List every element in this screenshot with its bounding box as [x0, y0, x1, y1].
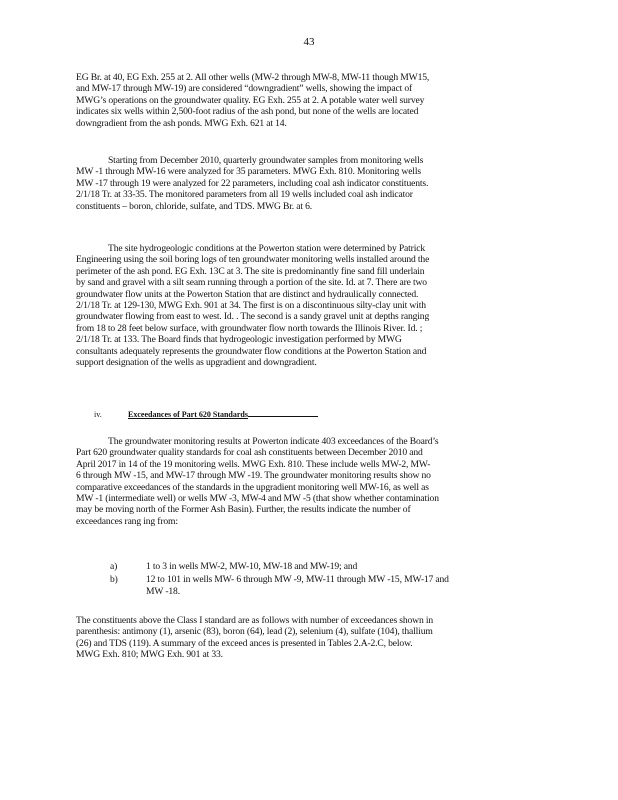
list-marker: a) — [110, 561, 118, 572]
paragraph-constituents — [76, 615, 546, 661]
text-line: parenthesis: antimony (1), arsenic (83), boron (64), lead (2), selenium (4), sulfate (104), thallium — [76, 626, 433, 638]
text-line: MW -18. — [146, 585, 180, 597]
section-heading — [94, 410, 318, 419]
list-item — [110, 574, 550, 597]
text-line: indicates six wells within 2,500-foot radius of the ash pond, but none of the wells are located — [76, 106, 419, 118]
text-line: may be moving north of the Former Ash Basin). Further, the results indicate the number of — [76, 504, 411, 516]
text-line: consultants adequately represents the groundwater flow conditions at the Powerton Station and — [76, 345, 427, 357]
list-marker: b) — [110, 574, 118, 586]
text-line: (26) and TDS (119). A summary of the exceed ances is presented in Tables 2.A-2.C, below. — [76, 637, 413, 649]
page-number: 43 — [303, 36, 315, 48]
text-line: MWG Exh. 810; MWG Exh. 901 at 33. — [76, 649, 223, 661]
text-line: April 2017 in 14 of the 19 monitoring wells. MWG Exh. 810. These include wells MW-2, MW- — [76, 458, 431, 470]
text-line: MWG’s operations on the groundwater quality. EG Exh. 255 at 2. A potable water well survey — [76, 94, 425, 106]
section-number: iv. — [94, 410, 102, 419]
text-line: 1 to 3 in wells MW-2, MW-10, MW-18 and MW-19; and — [146, 561, 358, 572]
text-line: perimeter of the ash pond. EG Exh. 13C at 3. The site is predominantly fine sand fill underlain — [76, 265, 425, 277]
text-line: Engineering using the soil boring logs of ten groundwater monitoring wells installed around the — [76, 254, 430, 266]
text-line: The site hydrogeologic conditions at the Powerton station were determined by Patrick — [108, 243, 425, 254]
paragraph-quarterly-sampling — [76, 155, 546, 212]
paragraph-well-designation — [76, 72, 546, 129]
text-line: Part 620 groundwater quality standards for coal ash constituents between December 2010 and — [76, 447, 423, 459]
section-title: Exceedances of Part 620 Standards — [128, 410, 248, 419]
text-line: MW -1 through MW-16 were analyzed for 35 parameters. MWG Exh. 810. Monitoring wells — [76, 166, 421, 178]
paragraph-exceedances — [76, 436, 546, 527]
text-line: support designation of the wells as upgradient and downgradient. — [76, 357, 317, 369]
text-line: 2/1/18 Tr. at 33-35. The monitored parameters from all 19 wells included coal ash indicator — [76, 189, 413, 201]
text-line: 2/1/18 Tr. at 129-130, MWG Exh. 901 at 34. The first is on a discontinuous silty-clay unit with — [76, 300, 426, 312]
text-line: exceedances rang ing from: — [76, 515, 178, 527]
text-line: groundwater flow units at the Powerton Station that are distinct and hydraulically connected. — [76, 288, 419, 300]
text-line: 6 through MW -15, and MW-17 through MW -19. The groundwater monitoring results show no — [76, 470, 431, 482]
text-line: from 18 to 28 feet below surface, with groundwater flow north towards the Illinois River. Id. ; — [76, 322, 423, 334]
text-line: MW -17 through 19 were analyzed for 22 parameters, including coal ash indicator constituents. — [76, 177, 429, 189]
text-line: The groundwater monitoring results at Powerton indicate 403 exceedances of the Board’s — [108, 436, 439, 447]
text-line: 2/1/18 Tr. at 133. The Board finds that hydrogeologic investigation performed by MWG — [76, 334, 402, 346]
exceedance-range-list — [110, 561, 550, 599]
text-line: MW -1 (intermediate well) or wells MW -3, MW-4 and MW -5 (that show whether contamination — [76, 493, 439, 505]
text-line: groundwater flowing from east to west. Id. . The second is a sandy gravel unit at depths ranging — [76, 311, 430, 323]
text-line: downgradient from the ash ponds. MWG Exh. 621 at 14. — [76, 117, 287, 129]
list-item — [110, 561, 550, 572]
text-line: comparative exceedances of the standards in the upgradient monitoring well MW-16, as well as — [76, 481, 429, 493]
text-line: and MW-17 through MW-19) are considered “downgradient” wells, showing the impact of — [76, 83, 413, 95]
text-line: The constituents above the Class I standard are as follows with number of exceedances shown in — [76, 615, 434, 626]
text-line: 12 to 101 in wells MW- 6 through MW -9, MW-11 through MW -15, MW-17 and — [146, 574, 449, 586]
heading-underline — [248, 415, 318, 417]
text-line: Starting from December 2010, quarterly groundwater samples from monitoring wells — [108, 155, 424, 166]
text-line: constituents – boron, chloride, sulfate, and TDS. MWG Br. at 6. — [76, 200, 313, 212]
paragraph-hydrogeologic-conditions — [76, 243, 546, 368]
text-line: EG Br. at 40, EG Exh. 255 at 2. All other wells (MW-2 through MW-8, MW-11 though MW15, — [76, 72, 430, 83]
text-line: by sand and gravel with a silt seam running through a portion of the site. Id. at 7. There are two — [76, 277, 427, 289]
